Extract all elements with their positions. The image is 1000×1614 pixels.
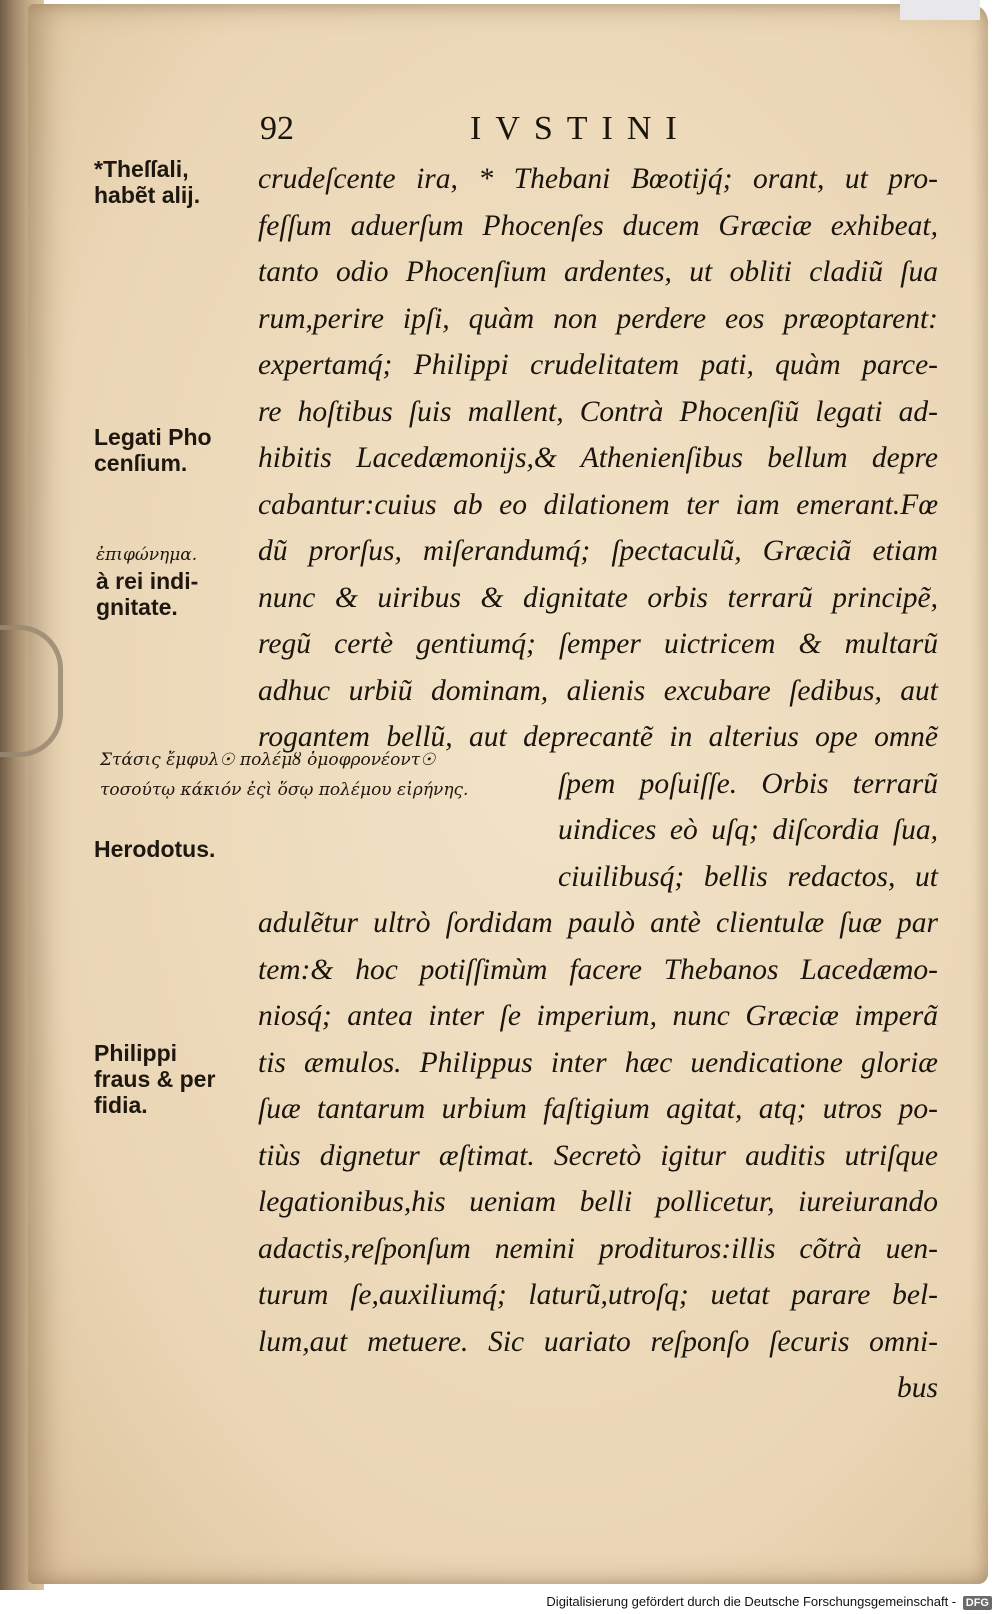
running-head xyxy=(260,110,900,160)
marginal-note-line: cenſium. xyxy=(94,450,188,476)
marginal-note-line: gnitate. xyxy=(96,594,178,620)
text-line: feſſum aduerſum Phocenſes ducem Græciæ exhibeat, xyxy=(258,209,938,242)
text-line: adhuc urbiũ dominam, alienis excubare ſedibus, aut xyxy=(258,674,938,707)
text-line: uindices eò uſq; diſcordia ſua, xyxy=(558,814,938,846)
text-line: ſuæ tantarum urbium faſtigium agitat, atq; utros po- xyxy=(258,1093,938,1125)
marginal-note-legati xyxy=(94,424,212,476)
text-line: regũ certè gentiumq́; ſemper uictricem & multarũ xyxy=(258,628,938,660)
scan-background-strip xyxy=(900,0,980,20)
text-line: expertamq́; Philippi crudelitatem pati, quàm parce- xyxy=(258,349,938,381)
digitization-credit-text: Digitalisierung gefördert durch die Deutsche Forschungsgemeinschaft - xyxy=(546,1594,957,1609)
dfg-logo: DFG xyxy=(963,1596,992,1610)
text-line: cabantur:cuius ab eo dilationem ter iam emerant.Fœ xyxy=(258,488,938,521)
text-line: lum,aut metuere. Sic uariato reſponſo ſecuris omni- xyxy=(258,1325,938,1358)
text-line: tem:& hoc potiſſimùm facere Thebanos Lacedæmo- xyxy=(258,953,938,986)
text-line: tis æmulos. Philippus inter hæc uendicatione gloriæ xyxy=(258,1046,938,1079)
marginal-note-line: ἐπιφώνημα. xyxy=(96,545,198,565)
page-number: 92 xyxy=(260,110,294,147)
text-line: adactis,reſponſum nemini prodituros:illis cõtrà uen- xyxy=(258,1232,938,1265)
text-line: hibitis Lacedæmonijs,& Athenienſibus bellum depre xyxy=(258,442,938,474)
marginal-note-herodotus: Herodotus. xyxy=(94,836,216,862)
catchword: bus xyxy=(897,1372,938,1404)
marginal-note-line: Philippi xyxy=(94,1040,178,1066)
text-line: niosq́; antea inter ſe imperium, nunc Græciæ imperã xyxy=(258,1000,938,1032)
text-line: nunc & uiribus & dignitate orbis terrarũ principẽ, xyxy=(258,581,938,614)
digitization-credit xyxy=(546,1594,992,1610)
text-line: adulẽtur ultrò ſordidam paulò antè clientulæ ſuæ par xyxy=(258,907,938,939)
running-title: IVSTINI xyxy=(470,110,691,147)
greek-quotation xyxy=(100,745,468,805)
text-line: dũ prorſus, miſerandumq́; ſpectaculũ, Græciã etiam xyxy=(258,535,938,567)
text-line: rum,perire ipſi, quàm non perdere eos præoptarent: xyxy=(258,302,938,335)
text-line: ciuilibusq́; bellis redactos, ut xyxy=(558,860,938,893)
text-line: crudeſcente ira, * Thebani Bœotijq́; orant, ut pro- xyxy=(258,163,938,195)
page-clasp xyxy=(0,625,63,757)
marginal-note-epiphonema xyxy=(96,542,198,620)
text-line: legationibus,his ueniam belli pollicetur, iureiurando xyxy=(258,1186,938,1218)
greek-quotation-line: τοσούτῳ κάκιόν ἐςὶ ὅσῳ πολέμου εἰρήνης. xyxy=(100,780,469,800)
text-line: tanto odio Phocenſium ardentes, ut obliti cladiũ ſua xyxy=(258,256,938,288)
marginal-note-line: fraus & per xyxy=(94,1066,216,1092)
marginal-note-line: fidia. xyxy=(94,1092,148,1118)
marginal-note-line: Legati Pho xyxy=(94,424,212,450)
text-line: tiùs dignetur æſtimat. Secretò igitur auditis utriſque xyxy=(258,1139,938,1172)
marginal-note-line: habẽt alij. xyxy=(94,182,201,208)
text-line: re hoſtibus ſuis mallent, Contrà Phocenſiũ legati ad- xyxy=(258,395,938,428)
marginal-note-line: à rei indi- xyxy=(96,568,199,594)
greek-quotation-line: Στάσις ἔμφυλ☉ πολέμȣ ὁμοφρονέοντ☉ xyxy=(100,750,436,770)
marginal-note-philippi xyxy=(94,1040,215,1118)
text-line: rogantem bellũ, aut deprecantẽ in alterius ope omnẽ xyxy=(258,721,938,753)
text-line: turum ſe,auxiliumq́; laturũ,utroſq; uetat parare bel- xyxy=(258,1279,938,1311)
marginal-note-thessali xyxy=(94,156,200,208)
text-line: ſpem poſuiſſe. Orbis terrarũ xyxy=(558,767,938,800)
marginal-note-line: *Theſſali, xyxy=(94,156,189,182)
